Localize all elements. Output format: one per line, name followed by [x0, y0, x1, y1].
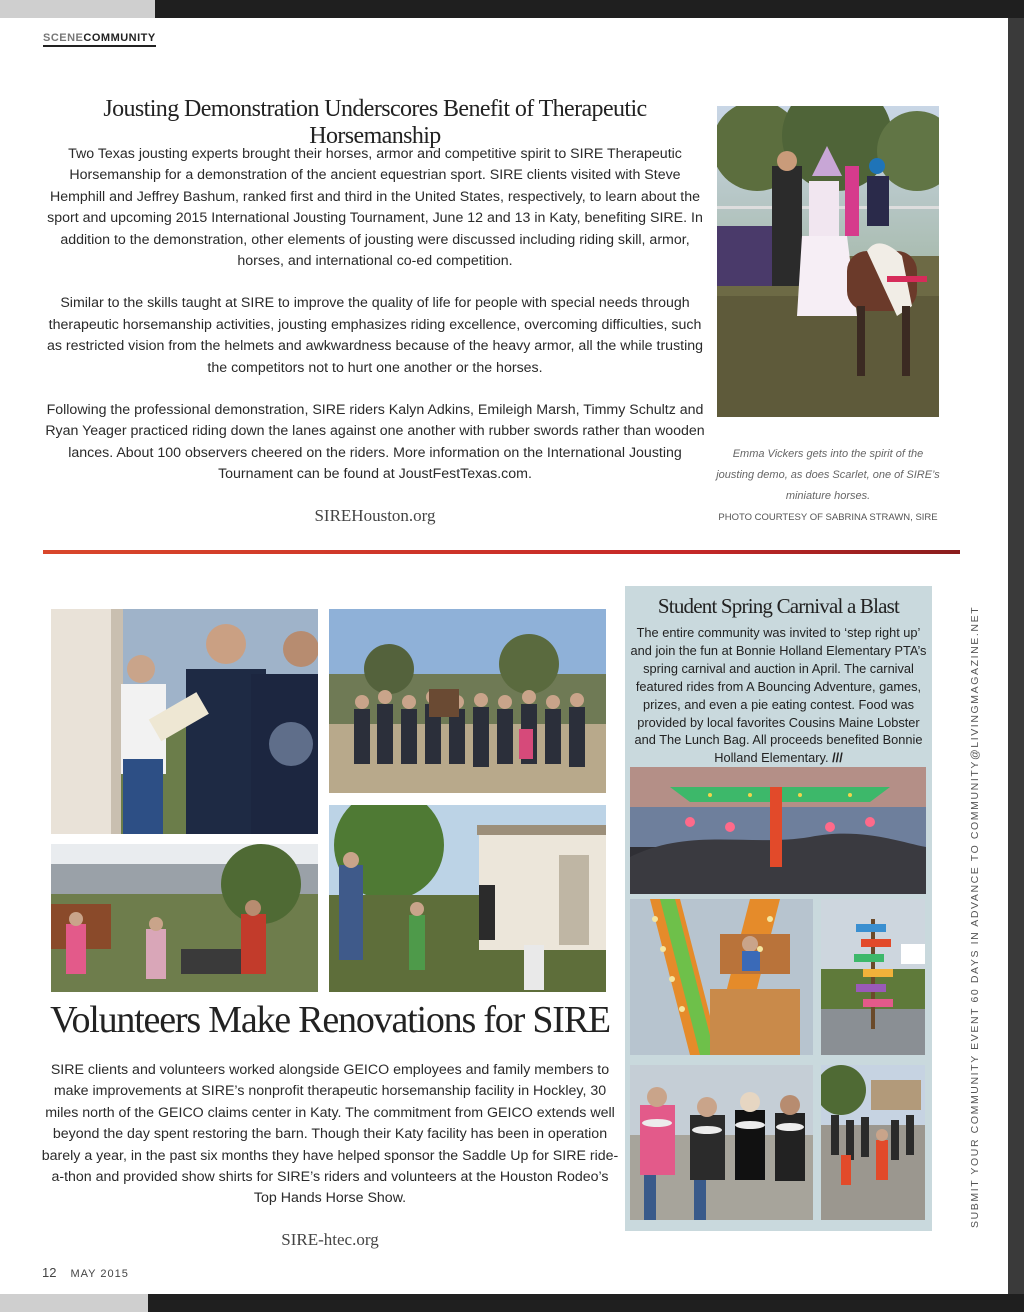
photo-volunteers-building	[329, 805, 606, 992]
paragraph: Similar to the skills taught at SIRE to improve the quality of life for people with special needs through therapeutic horsemanship activities, jousting emphasizes riding excellence, overcoming difficulties, such as restricted vision from the helmets and awkwardness because of the heavy armor, all the while trusting the competitors not to hurt one another or the horses.	[46, 295, 704, 376]
article-title-volunteers: Volunteers Make Renovations for SIRE	[50, 999, 610, 1041]
paragraph: Following the professional demonstration, SIRE riders Kalyn Adkins, Emileigh Marsh, Timmy Schultz and Ryan Yeager practiced riding down the lanes against one another with rubber swords rather than wooden lances. About 100 observers cheered on the riders. More information on the International Jousting Tournament can be found at JoustFestTexas.com.	[45, 402, 705, 483]
photo-volunteers-painting	[51, 609, 318, 834]
photo-carnival-crowd	[821, 1065, 925, 1220]
magazine-page	[0, 18, 1008, 1294]
photo-credit: PHOTO COURTESY OF SABRINA STRAWN, SIRE	[718, 512, 938, 523]
article-body-volunteers: SIRE clients and volunteers worked alongside GEICO employees and family members to make improvements at SIRE’s nonprofit therapeutic horsemanship facility in Hockley, 30 miles north of the GEICO claims center in Katy. The commitment from GEICO extends well beyond the day spent restoring the barn. Though their Katy facility has been in operation barely a year, in the past six months they have helped sponsor the Saddle Up for SIRE ride-a-thon and provided show shirts for SIRE’s riders and volunteers at the Houston Rodeo’s Top Hands Horse Show.	[41, 1062, 619, 1207]
photo-volunteer-group	[329, 609, 606, 793]
page-number: 12	[42, 1265, 57, 1280]
photo-jousting-pony	[717, 106, 939, 417]
bottom-bar	[148, 1294, 1024, 1312]
carnival-sidebar	[625, 586, 932, 1231]
section-tag: SCENECOMMUNITY	[43, 32, 156, 47]
sidebar-body: The entire community was invited to ‘step right up’ and join the fun at Bonnie Holland Elementary PTA’s spring carnival and auction in April. The carnival featured rides from A Bouncing Adventure, games, prizes, and even a pie eating contest. Food was provided by local favorites Cousins Maine Lobster and The Lunch Bag. All proceeds benefited Bonnie Holland Elementary. ///	[630, 625, 927, 766]
section-divider	[43, 550, 960, 554]
photo-carnival-swing	[630, 899, 813, 1055]
paragraph: Two Texas jousting experts brought their horses, armor and competitive spirit to SIRE Therapeutic Horsemanship for a demonstration of the ancient equestrian sport. SIRE clients visited with Steve Hemphill and Jeffrey Bashum, ranked first and third in the United States, respectively, to learn about the sport and upcoming 2015 International Jousting Tournament, June 12 and 13 in Katy, benefiting SIRE. In addition to the demonstration, other elements of jousting were discussed including riding skill, armor, horses, and international co-ed competition.	[47, 146, 703, 270]
end-mark: ///	[832, 750, 843, 766]
page-folio	[42, 1265, 129, 1280]
website-link[interactable]: SIRE-htec.org	[281, 1230, 379, 1249]
photo-pie-eating-contest	[630, 1065, 813, 1220]
submission-notice-vertical: SUBMIT YOUR COMMUNITY EVENT 60 DAYS IN ADVANCE TO COMMUNITY@LIVINGMAGAZINE.NET	[969, 605, 981, 1228]
sidebar-title: Student Spring Carnival a Blast	[657, 594, 900, 618]
photo-carnival-ride	[630, 767, 926, 894]
photo-carnival-signpost	[821, 899, 925, 1055]
photo-volunteers-barn	[51, 844, 318, 992]
website-link[interactable]: SIREHouston.org	[314, 506, 436, 525]
article-body-jousting	[40, 144, 710, 507]
top-bar	[155, 0, 1024, 18]
issue-date: MAY 2015	[70, 1268, 129, 1280]
article-title-jousting: Jousting Demonstration Underscores Benefit of Therapeutic Horsemanship	[103, 96, 647, 149]
photo-caption: Emma Vickers gets into the spirit of the jousting demo, as does Scarlet, one of SIRE’s miniature horses.	[716, 448, 940, 502]
